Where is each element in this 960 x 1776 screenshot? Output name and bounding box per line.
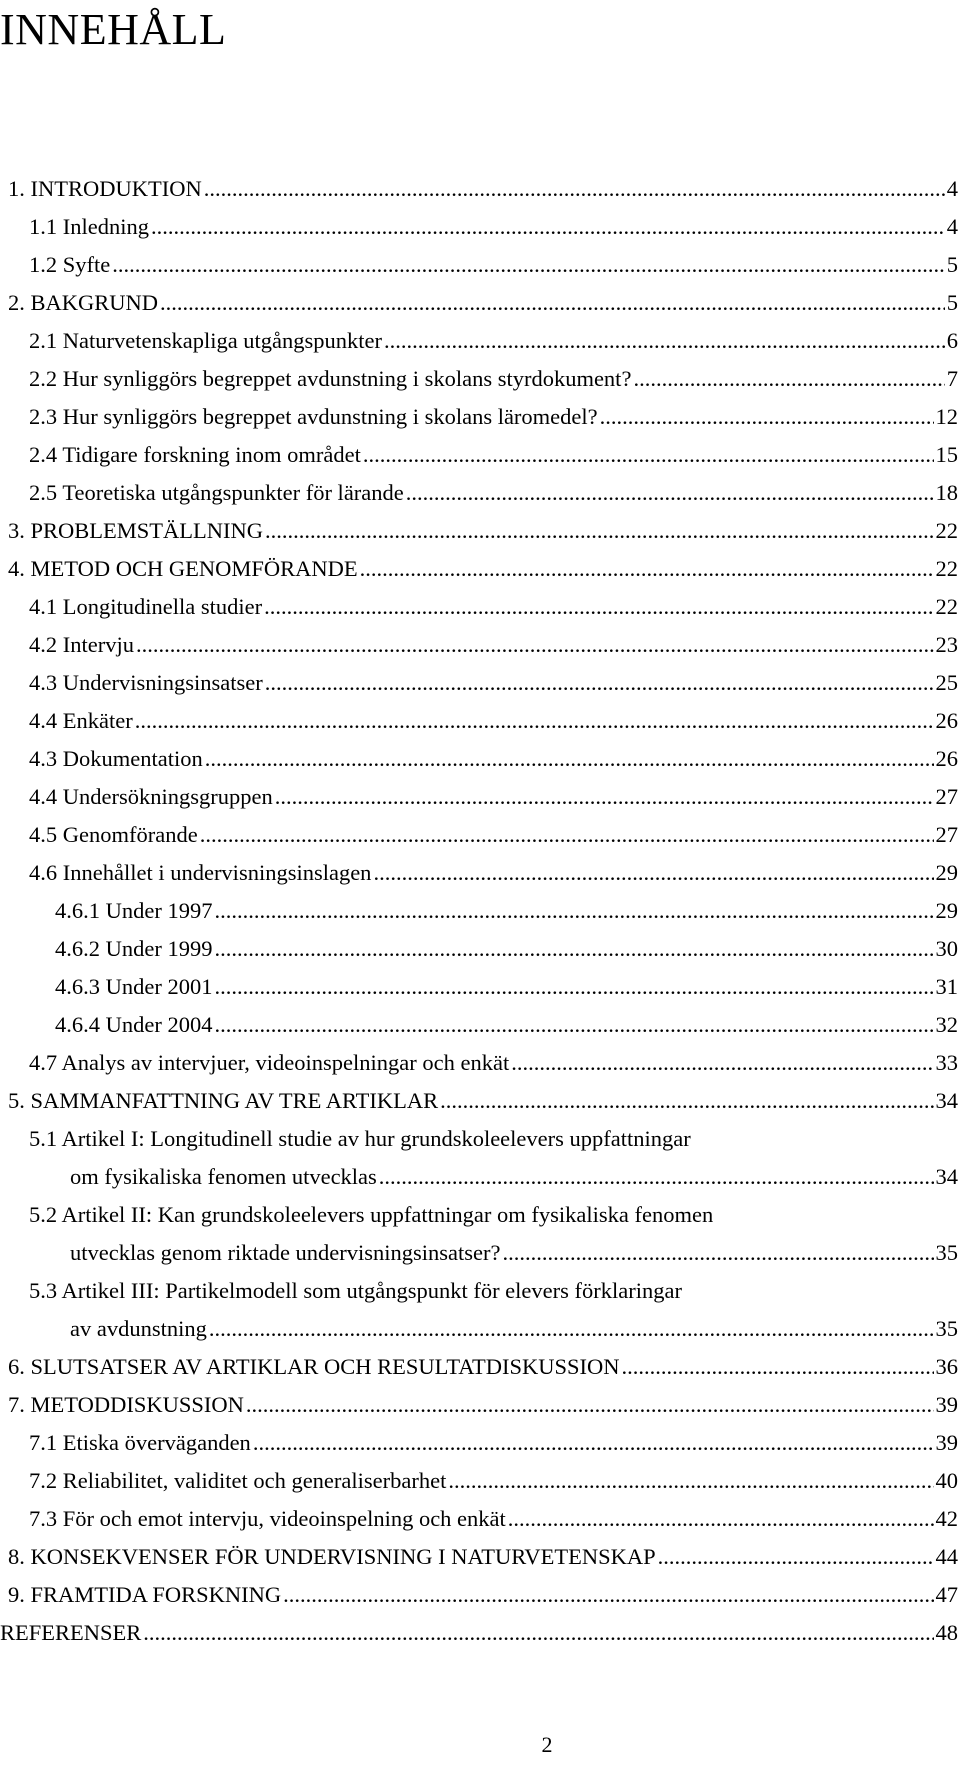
toc-entry[interactable] <box>0 1006 960 1044</box>
toc-entry-title: 5.3 Artikel III: Partikelmodell som utgångspunkt för elevers förklaringar <box>29 1278 682 1303</box>
toc-entry-page: 26 <box>935 708 958 733</box>
toc-entry-title: 4.3 Undervisningsinsatser <box>29 670 263 695</box>
toc-entry-title: 2.1 Naturvetenskapliga utgångspunkter <box>29 328 383 353</box>
toc-entry-title: 6. SLUTSATSER AV ARTIKLAR OCH RESULTATDISKUSSION <box>8 1354 620 1379</box>
toc-entry[interactable] <box>0 1272 960 1348</box>
toc-entry-title: 5.2 Artikel II: Kan grundskoleelevers uppfattningar om fysikaliska fenomen <box>29 1202 714 1227</box>
toc-entry[interactable] <box>0 1386 960 1424</box>
toc-entry-title: REFERENSER <box>0 1620 142 1645</box>
dot-leader <box>264 588 933 626</box>
toc-entry-title: 4.6.1 Under 1997 <box>55 898 213 923</box>
toc-entry[interactable] <box>0 1082 960 1120</box>
toc-entry-page: 7 <box>946 366 958 391</box>
dot-leader <box>658 1538 934 1576</box>
toc-entry-page: 22 <box>935 556 958 581</box>
toc-entry[interactable] <box>0 322 960 360</box>
toc-entry-page: 31 <box>935 974 958 999</box>
dot-leader <box>600 398 934 436</box>
toc-entry[interactable] <box>0 436 960 474</box>
dot-leader <box>204 170 945 208</box>
dot-leader <box>511 1044 933 1082</box>
toc-entry-page: 39 <box>935 1392 958 1417</box>
toc-entry-page: 48 <box>935 1620 958 1645</box>
dot-leader <box>209 1310 934 1348</box>
toc-entry-title: 4.5 Genomförande <box>29 822 198 847</box>
toc-entry[interactable] <box>0 360 960 398</box>
toc-entry-title: 7. METODDISKUSSION <box>8 1392 244 1417</box>
toc-entry-page: 34 <box>935 1164 958 1189</box>
dot-leader <box>406 474 934 512</box>
toc-entry[interactable] <box>0 930 960 968</box>
toc-entry-title: 7.3 För och emot intervju, videoinspelning och enkät <box>29 1506 506 1531</box>
toc-entry-title: 4.2 Intervju <box>29 632 134 657</box>
toc-entry-page: 42 <box>935 1506 958 1531</box>
dot-leader <box>135 702 934 740</box>
dot-leader <box>151 208 945 246</box>
toc-entry-title: 4.1 Longitudinella studier <box>29 594 263 619</box>
toc-entry[interactable] <box>0 664 960 702</box>
toc-entry[interactable] <box>0 246 960 284</box>
toc-entry-page: 27 <box>935 822 958 847</box>
toc-entry-title: av avdunstning <box>70 1316 207 1341</box>
dot-leader <box>143 1614 933 1652</box>
page-title: INNEHÅLL <box>0 5 227 54</box>
dot-leader <box>214 968 933 1006</box>
toc-entry-title: 9. FRAMTIDA FORSKNING <box>8 1582 282 1607</box>
dot-leader <box>246 1386 934 1424</box>
toc-entry-page: 22 <box>935 594 958 619</box>
toc-entry[interactable] <box>0 854 960 892</box>
toc-entry-page: 5 <box>946 290 958 315</box>
toc-entry[interactable] <box>0 1462 960 1500</box>
dot-leader <box>508 1500 934 1538</box>
toc-entry-page: 30 <box>935 936 958 961</box>
toc-entry[interactable] <box>0 1538 960 1576</box>
toc-entry[interactable] <box>0 208 960 246</box>
toc-entry-page: 35 <box>935 1240 958 1265</box>
toc-entry-page: 34 <box>935 1088 958 1113</box>
toc-entry[interactable] <box>0 740 960 778</box>
dot-leader <box>200 816 934 854</box>
toc-entry-title: 2. BAKGRUND <box>8 290 159 315</box>
toc-entry-page: 47 <box>935 1582 958 1607</box>
toc-entry-page: 32 <box>935 1012 958 1037</box>
dot-leader <box>136 626 934 664</box>
toc-entry-page: 15 <box>935 442 958 467</box>
toc-entry-title: 7.1 Etiska överväganden <box>29 1430 251 1455</box>
dot-leader <box>379 1158 934 1196</box>
toc-entry-title: 2.3 Hur synliggörs begreppet avdunstning i skolans läromedel? <box>29 404 598 429</box>
dot-leader <box>440 1082 933 1120</box>
toc-entry-title: 7.2 Reliabilitet, validitet och generaliserbarhet <box>29 1468 447 1493</box>
dot-leader <box>283 1576 933 1614</box>
toc-entry[interactable] <box>0 892 960 930</box>
dot-leader <box>253 1424 934 1462</box>
toc-entry-page: 27 <box>935 784 958 809</box>
dot-leader <box>503 1234 934 1272</box>
toc-entry-title: 1.1 Inledning <box>29 214 149 239</box>
toc-entry-title: 4.6 Innehållet i undervisningsinslagen <box>29 860 372 885</box>
toc-entry[interactable] <box>0 968 960 1006</box>
dot-leader <box>363 436 934 474</box>
toc-entry-page: 23 <box>935 632 958 657</box>
dot-leader <box>205 740 934 778</box>
toc-entry-page: 39 <box>935 1430 958 1455</box>
toc-entry-title: 3. PROBLEMSTÄLLNING <box>8 518 264 543</box>
toc-entry-title: 8. KONSEKVENSER FÖR UNDERVISNING I NATURVETENSKAP <box>8 1544 656 1569</box>
toc-entry-page: 12 <box>935 404 958 429</box>
toc-entry[interactable] <box>0 1196 960 1272</box>
toc-entry-title: 1.2 Syfte <box>29 252 111 277</box>
dot-leader <box>633 360 944 398</box>
toc-entry-title: 5. SAMMANFATTNING AV TRE ARTIKLAR <box>8 1088 439 1113</box>
toc-entry-page: 4 <box>946 214 958 239</box>
toc-entry[interactable] <box>0 816 960 854</box>
toc-entry-page: 29 <box>935 898 958 923</box>
toc-entry-title: 4.4 Enkäter <box>29 708 133 733</box>
toc-entry-title: 4.7 Analys av intervjuer, videoinspelningar och enkät <box>29 1050 510 1075</box>
toc-entry[interactable] <box>0 398 960 436</box>
toc-entry[interactable] <box>0 702 960 740</box>
toc-entry-page: 29 <box>935 860 958 885</box>
toc-entry-page: 5 <box>946 252 958 277</box>
toc-entry-title: 2.4 Tidigare forskning inom området <box>29 442 361 467</box>
toc-entry-page: 35 <box>935 1316 958 1341</box>
toc-entry[interactable] <box>0 550 960 588</box>
toc-entry-title: 5.1 Artikel I: Longitudinell studie av hur grundskoleelevers uppfattningar <box>29 1126 691 1151</box>
dot-leader <box>214 892 933 930</box>
toc-entry[interactable] <box>0 1044 960 1082</box>
dot-leader <box>265 512 933 550</box>
toc-entry-page: 36 <box>935 1354 958 1379</box>
toc-entry-title: 1. INTRODUKTION <box>8 176 202 201</box>
dot-leader <box>160 284 945 322</box>
toc-entry-title: 4.6.2 Under 1999 <box>55 936 213 961</box>
toc-entry[interactable] <box>0 512 960 550</box>
toc-entry-title: 2.5 Teoretiska utgångspunkter för lärande <box>29 480 404 505</box>
toc-entry-page: 22 <box>935 518 958 543</box>
page-number: 2 <box>541 1732 553 1757</box>
toc-entry[interactable] <box>0 1576 960 1614</box>
toc-entry[interactable] <box>0 1424 960 1462</box>
toc-entry-title: utvecklas genom riktade undervisningsinsatser? <box>70 1240 501 1265</box>
toc-entry[interactable] <box>0 284 960 322</box>
toc-entry[interactable] <box>0 626 960 664</box>
toc-entry-page: 40 <box>935 1468 958 1493</box>
dot-leader <box>448 1462 933 1500</box>
toc-entry-title: 2.2 Hur synliggörs begreppet avdunstning i skolans styrdokument? <box>29 366 632 391</box>
toc-entry-page: 6 <box>946 328 958 353</box>
toc-entry[interactable] <box>0 1614 960 1652</box>
toc-entry-title: 4.4 Undersökningsgruppen <box>29 784 273 809</box>
dot-leader <box>373 854 933 892</box>
dot-leader <box>622 1348 934 1386</box>
toc-entry-title: 4.3 Dokumentation <box>29 746 203 771</box>
toc-entry-title: 4.6.4 Under 2004 <box>55 1012 213 1037</box>
toc-entry-page: 33 <box>935 1050 958 1075</box>
dot-leader <box>214 1006 933 1044</box>
dot-leader <box>275 778 934 816</box>
toc-entry-page: 18 <box>935 480 958 505</box>
toc-entry[interactable] <box>0 778 960 816</box>
toc-entry-page: 44 <box>935 1544 958 1569</box>
toc-entry[interactable] <box>0 474 960 512</box>
toc-entry[interactable] <box>0 1120 960 1196</box>
dot-leader <box>112 246 945 284</box>
dot-leader <box>265 664 934 702</box>
toc-entry-title: om fysikaliska fenomen utvecklas <box>70 1164 377 1189</box>
dot-leader <box>384 322 945 360</box>
toc-entry-page: 4 <box>946 176 958 201</box>
toc-entry[interactable] <box>0 1500 960 1538</box>
toc-entry[interactable] <box>0 170 960 208</box>
toc-entry-title: 4. METOD OCH GENOMFÖRANDE <box>8 556 358 581</box>
toc-entry[interactable] <box>0 1348 960 1386</box>
dot-leader <box>360 550 934 588</box>
toc-entry-title: 4.6.3 Under 2001 <box>55 974 213 999</box>
toc-entry[interactable] <box>0 588 960 626</box>
dot-leader <box>214 930 933 968</box>
toc-entry-page: 25 <box>935 670 958 695</box>
toc-entry-page: 26 <box>935 746 958 771</box>
